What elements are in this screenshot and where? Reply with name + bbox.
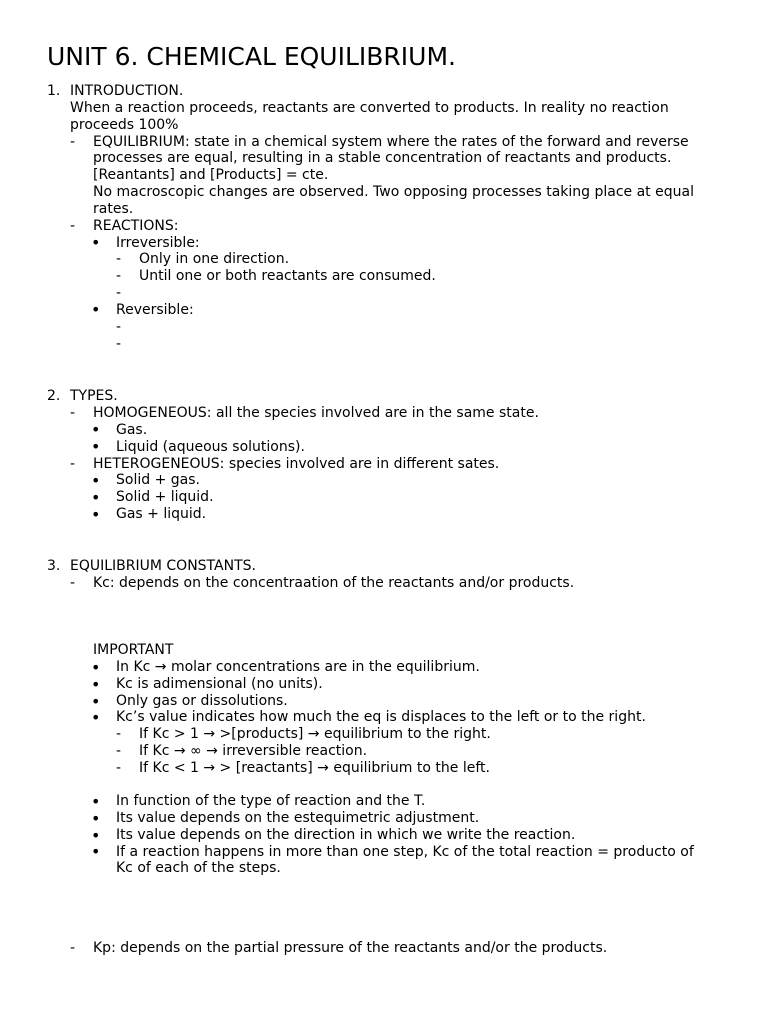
important-heading: IMPORTANT: [93, 642, 174, 658]
list-item: Its value depends on the estequimetric adjustment.: [116, 810, 480, 826]
section-number: 2.: [47, 388, 61, 404]
dash-marker: -: [70, 218, 76, 234]
list-item: If Kc → ∞ → irreversible reaction.: [139, 743, 368, 759]
list-item-continuation: [Reantants] and [Products] = cte.: [93, 167, 329, 183]
dash-marker: -: [70, 940, 76, 956]
list-item: In Kc → molar concentrations are in the equilibrium.: [116, 659, 480, 675]
dash-marker: -: [116, 760, 122, 776]
dash-marker: -: [116, 726, 122, 742]
bullet-marker: •: [91, 420, 101, 439]
section-heading: INTRODUCTION.: [70, 83, 184, 99]
list-item: Gas + liquid.: [116, 506, 207, 522]
list-item: Kc: depends on the concentraation of the reactants and/or products.: [93, 575, 575, 591]
bullet-marker: •: [91, 233, 101, 252]
list-item: Its value depends on the direction in which we write the reaction.: [116, 827, 576, 843]
list-item: Kp: depends on the partial pressure of the reactants and/or the products.: [93, 940, 608, 956]
section-heading: TYPES.: [70, 388, 118, 404]
bullet-marker: •: [91, 437, 101, 456]
list-item: If Kc < 1 → > [reactants] → equilibrium to the left.: [139, 760, 490, 776]
list-item: REACTIONS:: [93, 218, 179, 234]
list-item: In function of the type of reaction and the T.: [116, 793, 426, 809]
bullet-marker: •: [91, 792, 101, 811]
list-item: If a reaction happens in more than one step, Kc of the total reaction = producto of: [116, 844, 694, 860]
list-item: Liquid (aqueous solutions).: [116, 439, 305, 455]
dash-marker: -: [70, 405, 76, 421]
list-item-continuation: processes are equal, resulting in a stable concentration of reactants and products.: [93, 150, 672, 166]
bullet-marker: •: [91, 708, 101, 727]
list-item: Reversible:: [116, 302, 194, 318]
dash-marker: -: [70, 134, 76, 150]
list-item: Kc is adimensional (no units).: [116, 676, 323, 692]
bullet-marker: •: [91, 488, 101, 507]
page-title: UNIT 6. CHEMICAL EQUILIBRIUM.: [47, 42, 456, 71]
list-item: HETEROGENEOUS: species involved are in different sates.: [93, 456, 500, 472]
list-item-continuation: rates.: [93, 201, 134, 217]
bullet-marker: •: [91, 300, 101, 319]
list-item: Gas.: [116, 422, 148, 438]
bullet-marker: •: [91, 471, 101, 490]
paragraph-line: proceeds 100%: [70, 117, 179, 133]
list-item: Irreversible:: [116, 235, 200, 251]
list-item-continuation: Kc of each of the steps.: [116, 860, 281, 876]
section-heading: EQUILIBRIUM CONSTANTS.: [70, 558, 256, 574]
dash-marker: -: [116, 268, 122, 284]
dash-marker: -: [116, 285, 122, 301]
bullet-marker: •: [91, 505, 101, 524]
list-item: Only gas or dissolutions.: [116, 693, 288, 709]
section-number: 3.: [47, 558, 61, 574]
bullet-marker: •: [91, 658, 101, 677]
dash-marker: -: [116, 336, 122, 352]
list-item: Solid + liquid.: [116, 489, 214, 505]
bullet-marker: •: [91, 675, 101, 694]
bullet-marker: •: [91, 692, 101, 711]
list-item: Until one or both reactants are consumed.: [139, 268, 436, 284]
dash-marker: -: [116, 319, 122, 335]
list-item: Solid + gas.: [116, 472, 200, 488]
section-number: 1.: [47, 83, 61, 99]
list-item: Only in one direction.: [139, 251, 290, 267]
dash-marker: -: [116, 743, 122, 759]
bullet-marker: •: [91, 809, 101, 828]
list-item: HOMOGENEOUS: all the species involved are in the same state.: [93, 405, 539, 421]
list-item-continuation: No macroscopic changes are observed. Two opposing processes taking place at equal: [93, 184, 694, 200]
list-item: EQUILIBRIUM: state in a chemical system where the rates of the forward and reverse: [93, 134, 689, 150]
list-item: If Kc > 1 → >[products] → equilibrium to the right.: [139, 726, 491, 742]
dash-marker: -: [70, 456, 76, 472]
dash-marker: -: [116, 251, 122, 267]
list-item: Kc’s value indicates how much the eq is displaces to the left or to the right.: [116, 709, 646, 725]
bullet-marker: •: [91, 826, 101, 845]
bullet-marker: •: [91, 842, 101, 861]
dash-marker: -: [70, 575, 76, 591]
paragraph-line: When a reaction proceeds, reactants are converted to products. In reality no reaction: [70, 100, 669, 116]
